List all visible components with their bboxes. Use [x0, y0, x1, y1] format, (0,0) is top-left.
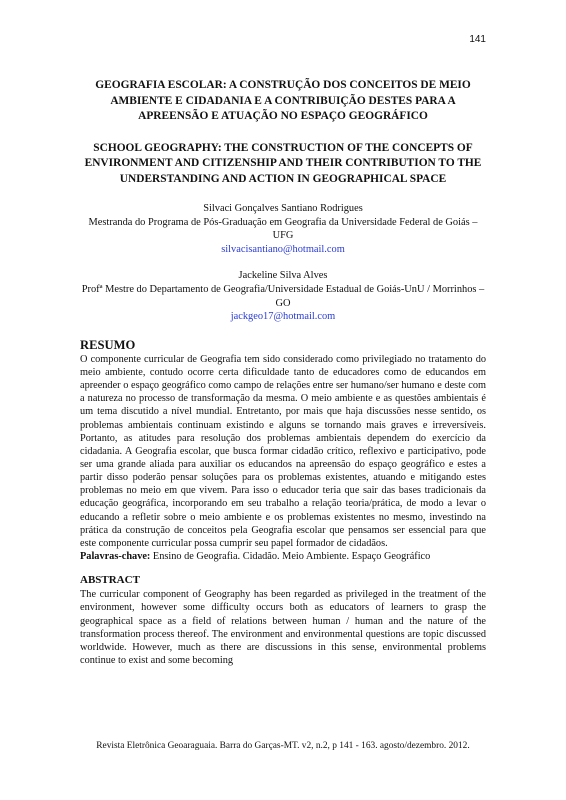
author-email-link[interactable]: silvacisantiano@hotmail.com — [221, 243, 345, 255]
keywords-line — [80, 550, 486, 563]
title-english: SCHOOL GEOGRAPHY: THE CONSTRUCTION OF THE CONCEPTS OF ENVIRONMENT AND CITIZENSHIP AND THEIR CONTRIBUTION TO THE UNDERSTANDING AND ACTION IN GEOGRAPHICAL SPACE — [84, 141, 482, 185]
author-email-link[interactable]: jackgeo17@hotmail.com — [230, 311, 336, 323]
author-name: Jackeline Silva Alves — [238, 270, 328, 282]
title-portuguese: GEOGRAFIA ESCOLAR: A CONSTRUÇÃO DOS CONCEITOS DE MEIO AMBIENTE E CIDADANIA E A CONTRIBUIÇÃO DESTES PARA A APREENSÃO E ATUAÇÃO NO ESPAÇO GEOGRÁFICO — [95, 79, 471, 122]
authors — [80, 202, 486, 324]
article-content — [80, 78, 486, 667]
page-number: 141 — [469, 34, 486, 45]
abstract-heading: ABSTRACT — [80, 574, 140, 587]
author-2 — [80, 269, 486, 323]
resumo-heading: RESUMO — [80, 337, 136, 352]
author-affiliation: Profª Mestre do Departamento de Geografia/Universidade Estadual de Goiás-UnU / Morrinhos – GO — [81, 283, 485, 309]
author-affiliation: Mestranda do Programa de Pós-Graduação em Geografia da Universidade Federal de Goiás – UFG — [88, 216, 478, 242]
keywords-label: Palavras-chave: — [80, 551, 151, 563]
abstract-text: The curricular component of Geography has been regarded as privileged in the treatment of the environment, however some difficulty occurs both as educators of learners to grasp the geographical space as a field of relations between human / human and the nature of the transformation process thereof. The environment and environmental questions are topic discussed worldwide. However, much as there are discussions in this sense, environmental problems continue to exist and some becoming — [80, 589, 486, 667]
author-1 — [80, 202, 486, 256]
author-name: Silvaci Gonçalves Santiano Rodrigues — [203, 203, 363, 214]
keywords-text: Ensino de Geografia. Cidadão. Meio Ambiente. Espaço Geográfico — [150, 551, 431, 563]
journal-footer: Revista Eletrônica Geoaraguaia. Barra do Garças-MT. v2, n.2, p 141 - 163. agosto/dezembro. 2012. — [96, 741, 470, 751]
resumo-text: O componente curricular de Geografia tem sido considerado como privilegiado no tratamento do meio ambiente, contudo ocorre certa dificuldade tanto de educadores como de educandos em apreender o espaço geográfico como campo de relações entre ser humano/ser humano e deste com a natureza no processo de transformação da mesma. O meio ambiente e as questões ambientais é um tema discutido a nível mundial. Entretanto, por mais que haja discussões nesse sentido, os problemas ambientais continuam existindo e alguns se tornando mais graves e irreversíveis. Portanto, as atitudes para resolução dos problemas ambientais dependem do exercício da cidadania. A Geografia escolar, que busca formar cidadão crítico, reflexivo e participativo, pode ser uma grande aliada para auxiliar os educandos na apreensão do espaço geográfico e estes a partir disso poderão pensar soluções para os problemas existentes, atuando e mitigando estes problemas no meio em que vivem. Para isso o educador teria que sair das bases tradicionais da educação geográfica, incorporando em seu trabalho a relação teoria/prática, de modo a levar o educando a refletir sobre o meio ambiente e os problemas existentes no mesmo, investindo na prática da construção de conceitos pela Geografia escolar que pensamos ser essencial para que este componente curricular possa cumprir seu papel formador de cidadãos. — [80, 353, 486, 549]
